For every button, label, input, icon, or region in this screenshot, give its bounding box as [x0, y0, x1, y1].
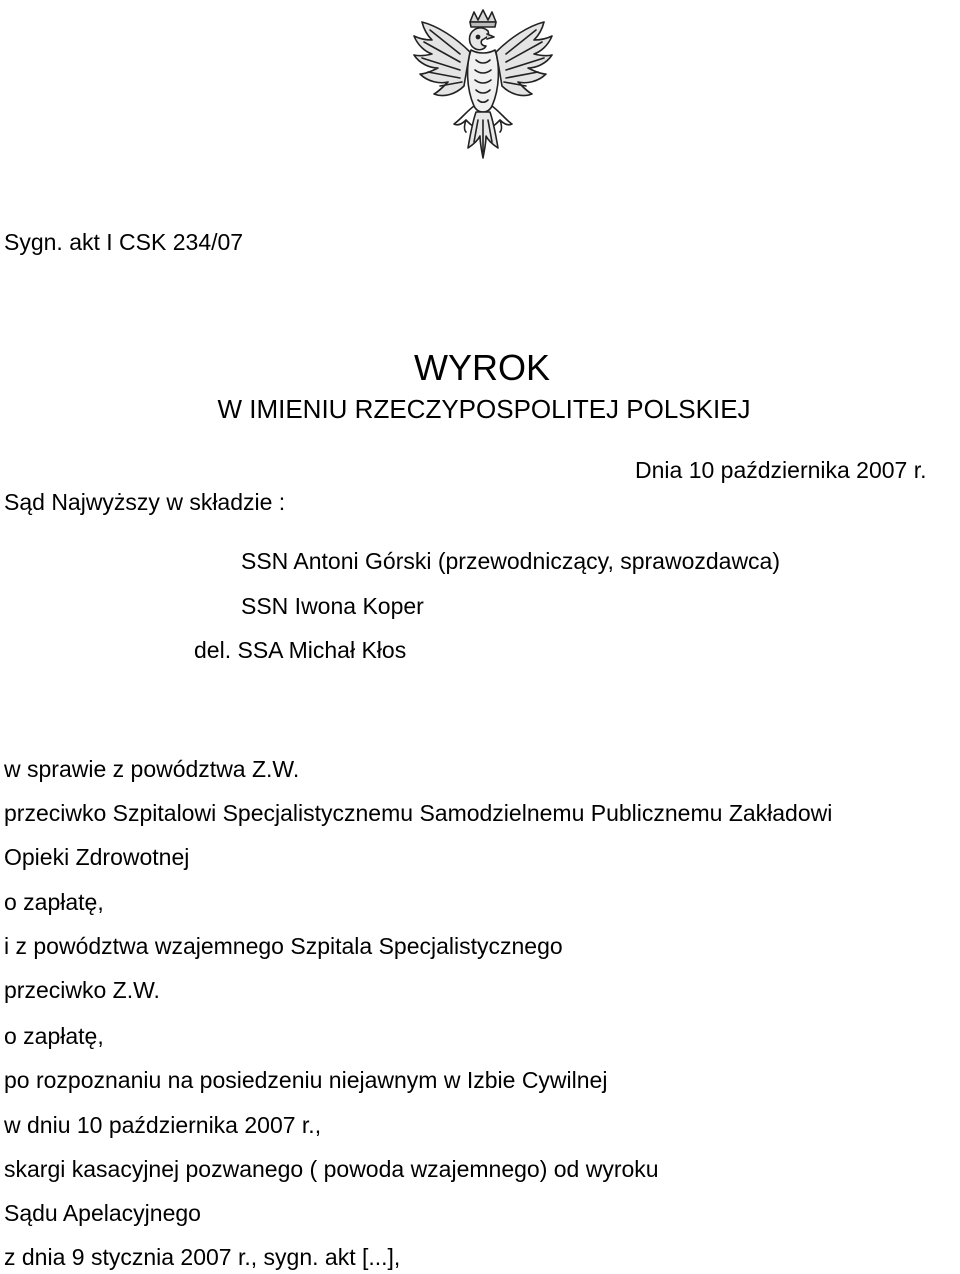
judge-delegated: del. SSA Michał Kłos — [194, 637, 407, 663]
eagle-emblem-icon — [408, 8, 558, 166]
body-line: po rozpoznaniu na posiedzeniu niejawnym w Izbie Cywilnej — [4, 1067, 608, 1093]
body-line: przeciwko Szpitalowi Specjalistycznemu Samodzielnemu Publicznemu Zakładowi — [4, 800, 833, 826]
body-line: w dniu 10 października 2007 r., — [4, 1112, 322, 1138]
body-line: o zapłatę, — [4, 889, 104, 915]
case-reference: Sygn. akt I CSK 234/07 — [4, 229, 244, 255]
body-line: Opieki Zdrowotnej — [4, 844, 190, 870]
judgment-date: Dnia 10 października 2007 r. — [635, 457, 927, 483]
body-line: skargi kasacyjnej pozwanego ( powoda wzajemnego) od wyroku — [4, 1156, 659, 1182]
body-line: w sprawie z powództwa Z.W. — [4, 756, 300, 782]
body-line: Sądu Apelacyjnego — [4, 1200, 201, 1226]
body-line: przeciwko Z.W. — [4, 977, 160, 1003]
judge-member: SSN Iwona Koper — [241, 593, 424, 619]
judge-presiding: SSN Antoni Górski (przewodniczący, sprawozdawca) — [241, 548, 781, 574]
court-composition-label: Sąd Najwyższy w składzie : — [4, 489, 286, 515]
body-line: o zapłatę, — [4, 1023, 104, 1049]
document-subtitle: W IMIENIU RZECZYPOSPOLITEJ POLSKIEJ — [217, 394, 751, 424]
body-line: i z powództwa wzajemnego Szpitala Specjalistycznego — [4, 933, 563, 959]
body-line: z dnia 9 stycznia 2007 r., sygn. akt [...], — [4, 1244, 401, 1270]
document-title: WYROK — [413, 347, 550, 388]
